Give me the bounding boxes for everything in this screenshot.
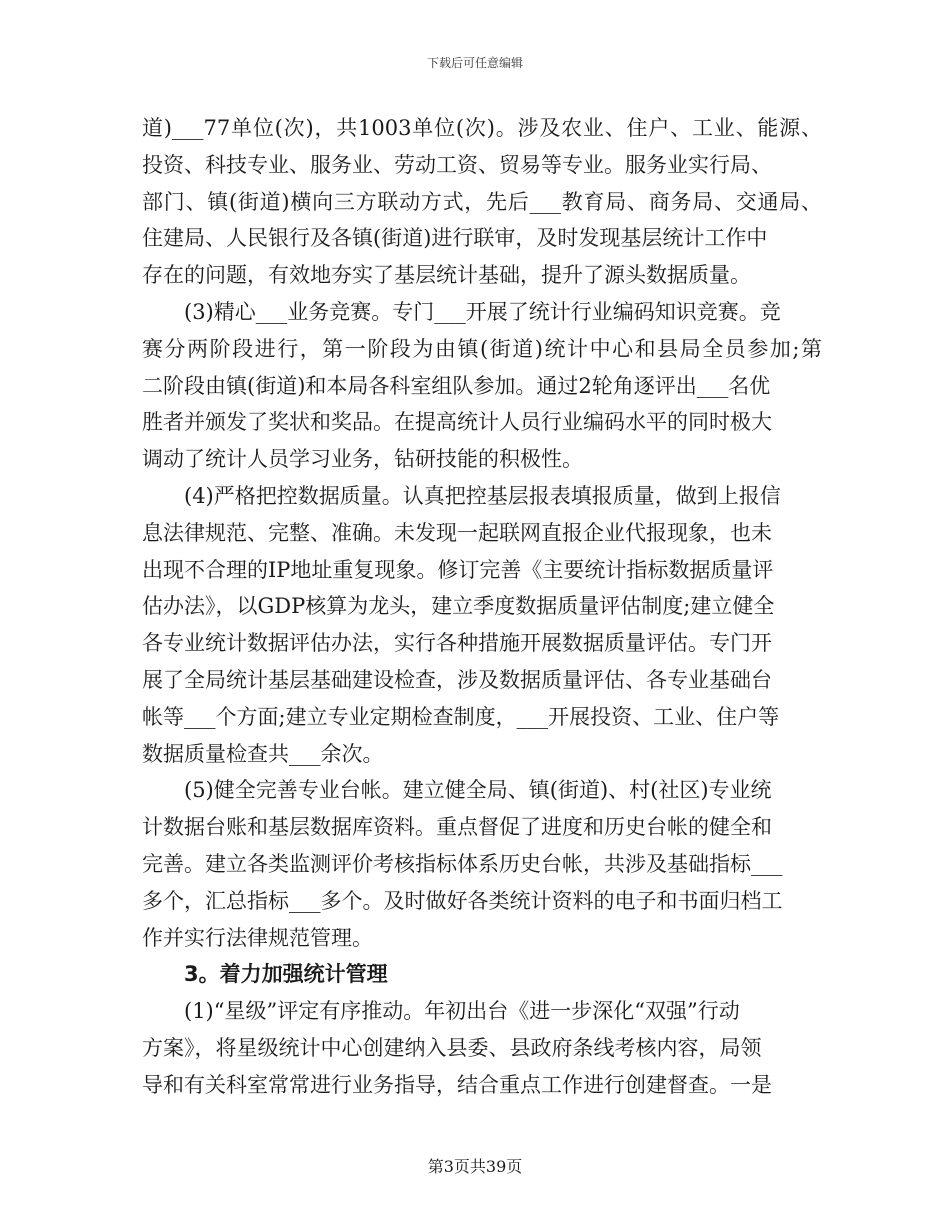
text-line: 部门、镇(街道)横向三方联动方式，先后___教育局、商务局、交通局、 bbox=[142, 189, 822, 214]
text-line: 方案》，将星级统计中心创建纳入县委、县政府条线考核内容，局领 bbox=[142, 1035, 762, 1060]
document-body bbox=[142, 110, 822, 1104]
text-line: 各专业统计数据评估办法，实行各种措施开展数据质量评估。专门开 bbox=[142, 631, 772, 656]
text-line: (1)“星级”评定有序推动。年初出台《进一步深化“双强”行动 bbox=[184, 999, 740, 1024]
text-line: 胜者并颁发了奖状和奖品。在提高统计人员行业编码水平的同时极大 bbox=[142, 410, 772, 435]
text-line: 投资、科技专业、服务业、劳动工资、贸易等专业。服务业实行局、 bbox=[142, 152, 772, 177]
text-line: 多个，汇总指标___多个。及时做好各类统计资料的电子和书面归档工 bbox=[142, 888, 783, 913]
text-line: 出现不合理的IP地址重复现象。修订完善《主要统计指标数据质量评 bbox=[142, 557, 774, 582]
text-line: 帐等___个方面;建立专业定期检查制度，___开展投资、工业、住户等 bbox=[142, 704, 780, 729]
text-line: (4)严格把控数据质量。认真把控基层报表填报质量，做到上报信 bbox=[184, 483, 781, 508]
text-line: 作并实行法律规范管理。 bbox=[142, 925, 373, 950]
text-line: 展了全局统计基层基础建设检查，涉及数据质量评估、各专业基础台 bbox=[142, 667, 772, 692]
text-line: 道)___77单位(次)，共1003单位(次)。涉及农业、住户、工业、能源、 bbox=[142, 116, 822, 140]
text-line: 估办法》，以GDP核算为龙头，建立季度数据质量评估制度;建立健全 bbox=[142, 594, 775, 619]
text-line: 调动了统计人员学习业务，钻研技能的积极性。 bbox=[142, 447, 583, 472]
text-line: 存在的问题，有效地夯实了基层统计基础，提升了源头数据质量。 bbox=[142, 263, 751, 288]
text-line: 数据质量检查共___余次。 bbox=[142, 741, 384, 766]
text-line: (5)健全完善专业台帐。建立健全局、镇(街道)、村(社区)专业统 bbox=[184, 778, 772, 803]
text-line: 息法律规范、完整、准确。未发现一起联网直报企业代报现象，也未 bbox=[142, 520, 772, 545]
text-line: 赛分两阶段进行，第一阶段为由镇(街道)统计中心和县局全员参加;第 bbox=[142, 336, 822, 361]
section-heading: 3。着力加强统计管理 bbox=[184, 962, 388, 987]
text-line: 完善。建立各类监测评价考核指标体系历史台帐，共涉及基础指标___ bbox=[142, 851, 783, 876]
text-line: 计数据台账和基层数据库资料。重点督促了进度和历史台帐的健全和 bbox=[142, 815, 772, 840]
text-line: (3)精心___业务竞赛。专门___开展了统计行业编码知识竞赛。竞 bbox=[184, 299, 781, 324]
text-line: 二阶段由镇(街道)和本局各科室组队参加。通过2轮角逐评出___名优 bbox=[142, 373, 771, 398]
text-line: 导和有关科室常常进行业务指导，结合重点工作进行创建督查。一是 bbox=[142, 1072, 772, 1097]
page-footer: 第3页共39页 bbox=[427, 1157, 523, 1176]
text-line: 住建局、人民银行及各镇(街道)进行联审，及时发现基层统计工作中 bbox=[142, 226, 768, 251]
page-header: 下载后可任意编辑 bbox=[426, 56, 523, 70]
